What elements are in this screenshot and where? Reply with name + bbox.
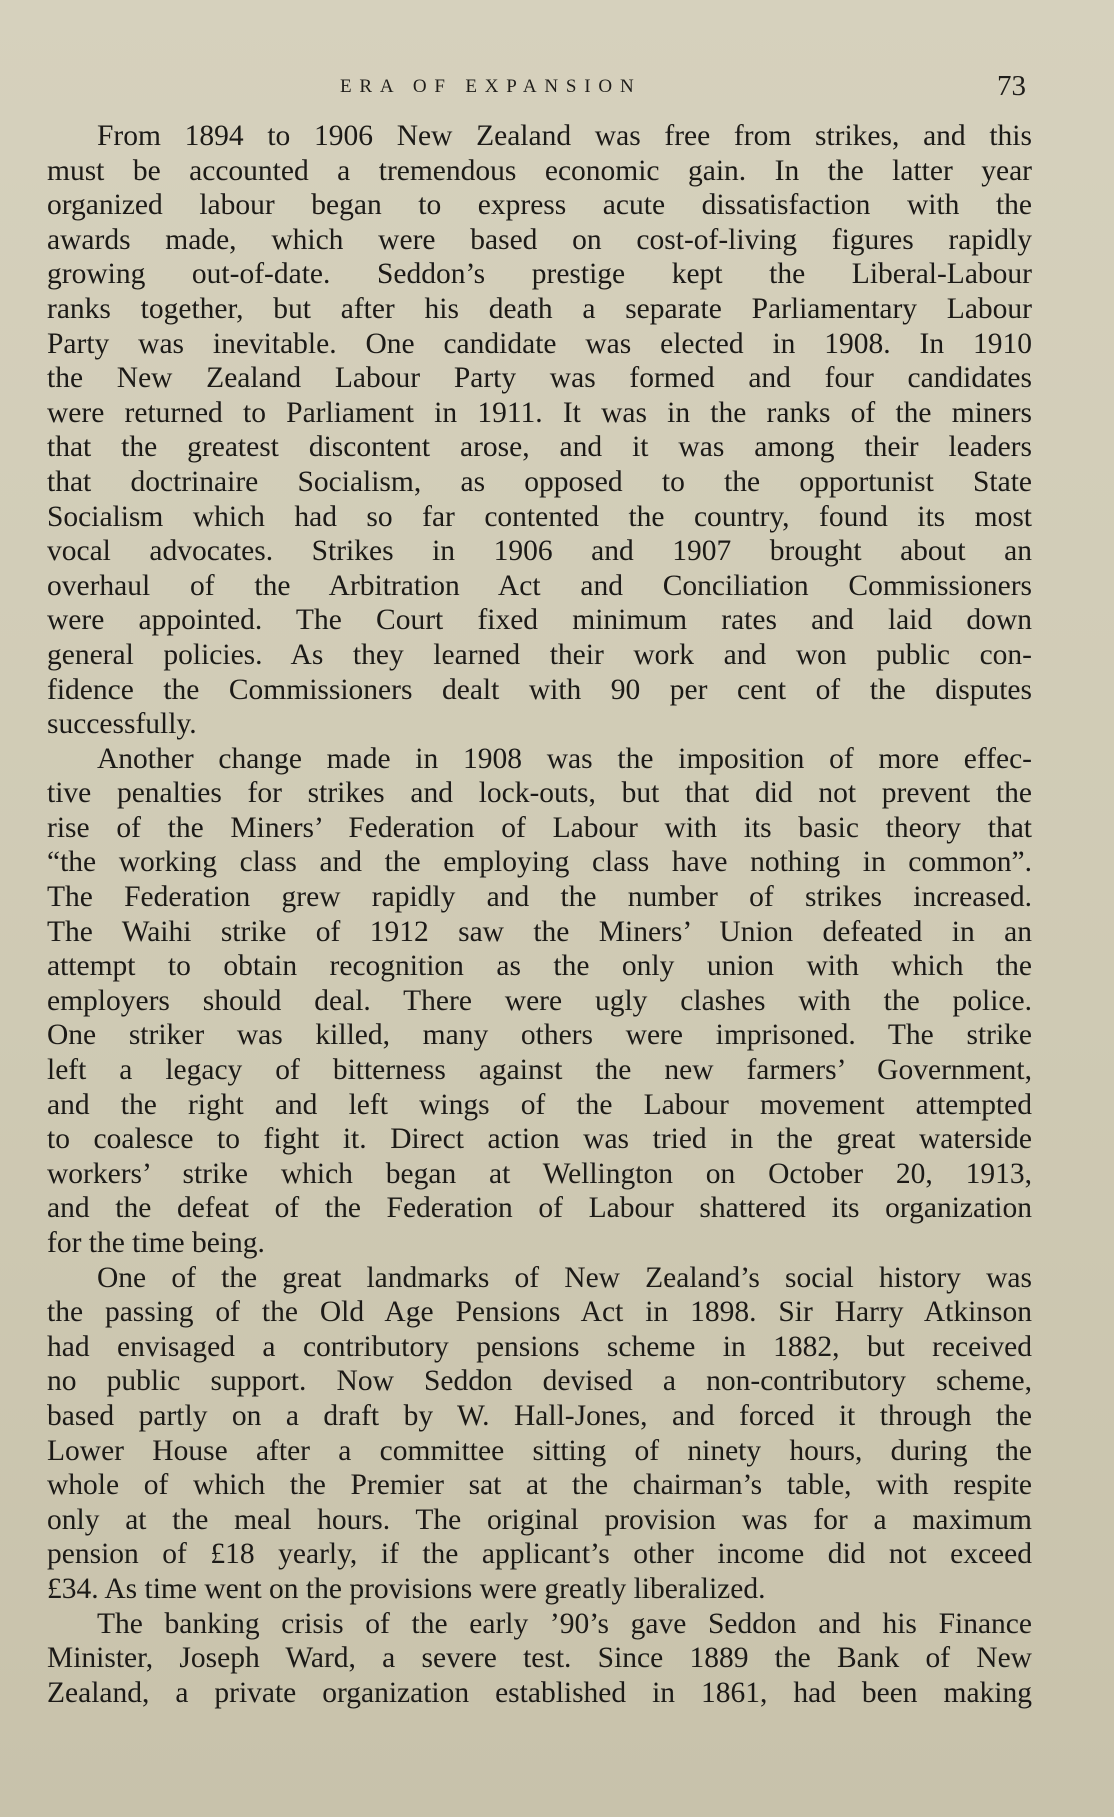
text-line: overhaul of the Arbitration Act and Conciliation Commissioners	[47, 569, 1032, 602]
text-line: £34. As time went on the provisions were greatly liberalized.	[47, 1572, 766, 1605]
text-line: One of the great landmarks of New Zealand’s social history was	[97, 1261, 1032, 1294]
text-line: that doctrinaire Socialism, as opposed to the opportunist State	[47, 465, 1032, 498]
text-line: workers’ strike which began at Wellington on October 20, 1913,	[47, 1157, 1032, 1190]
text-line: One striker was killed, many others were imprisoned. The strike	[47, 1019, 1032, 1052]
text-line: rise of the Miners’ Federation of Labour with its basic theory that	[47, 811, 1032, 844]
text-line: to coalesce to fight it. Direct action was tried in the great waterside	[47, 1123, 1032, 1156]
text-line: The banking crisis of the early ’90’s gave Seddon and his Finance	[97, 1607, 1032, 1640]
paragraph-2	[47, 742, 1032, 1261]
text-line: ranks together, but after his death a separate Parliamentary Labour	[47, 292, 1032, 325]
text-line: pension of £18 yearly, if the applicant’s other income did not exceed	[47, 1538, 1032, 1571]
text-line: The Federation grew rapidly and the number of strikes increased.	[47, 881, 1032, 914]
text-line: Zealand, a private organization established in 1861, had been making	[47, 1676, 1032, 1709]
text-line: had envisaged a contributory pensions scheme in 1882, but received	[47, 1330, 1032, 1363]
text-line: were returned to Parliament in 1911. It was in the ranks of the miners	[47, 396, 1032, 429]
text-line: and the right and left wings of the Labour movement attempted	[47, 1088, 1032, 1121]
text-line: and the defeat of the Federation of Labour shattered its organization	[47, 1192, 1032, 1225]
text-line: Socialism which had so far contented the country, found its most	[47, 500, 1032, 533]
text-line: were appointed. The Court fixed minimum rates and laid down	[47, 604, 1032, 637]
text-line: whole of which the Premier sat at the chairman’s table, with respite	[47, 1469, 1032, 1502]
text-line: organized labour began to express acute dissatisfaction with the	[47, 189, 1032, 222]
text-line: based partly on a draft by W. Hall-Jones, and forced it through the	[47, 1399, 1032, 1432]
text-line: From 1894 to 1906 New Zealand was free from strikes, and this	[97, 120, 1032, 152]
text-line: Another change made in 1908 was the imposition of more effec-	[97, 742, 1032, 775]
text-line: the New Zealand Labour Party was formed and four candidates	[47, 362, 1032, 395]
text-line: employers should deal. There were ugly clashes with the police.	[47, 984, 1032, 1017]
text-line: attempt to obtain recognition as the only union with which the	[47, 950, 1032, 983]
text-line: left a legacy of bitterness against the new farmers’ Government,	[47, 1054, 1032, 1087]
paragraph-4	[47, 1607, 1032, 1711]
running-title: ERA OF EXPANSION	[340, 76, 642, 97]
text-line: Lower House after a committee sitting of ninety hours, during the	[47, 1434, 1032, 1467]
text-line: for the time being.	[47, 1227, 265, 1259]
text-line: Minister, Joseph Ward, a severe test. Since 1889 the Bank of New	[47, 1642, 1032, 1675]
text-line: vocal advocates. Strikes in 1906 and 1907 brought about an	[47, 535, 1032, 568]
text-line: fidence the Commissioners dealt with 90 per cent of the disputes	[47, 673, 1032, 706]
text-line: Party was inevitable. One candidate was elected in 1908. In 1910	[47, 327, 1032, 360]
page-number: 73	[997, 70, 1026, 102]
paragraph-3	[47, 1261, 1032, 1607]
body-text	[47, 119, 1032, 1710]
text-line: the passing of the Old Age Pensions Act in 1898. Sir Harry Atkinson	[47, 1296, 1032, 1329]
text-line: “the working class and the employing class have nothing in common”.	[47, 846, 1032, 879]
text-line: successfully.	[47, 708, 197, 741]
text-line: that the greatest discontent arose, and it was among their leaders	[47, 431, 1032, 464]
text-line: general policies. As they learned their work and won public con-	[47, 638, 1032, 671]
text-line: awards made, which were based on cost-of-living figures rapidly	[47, 223, 1032, 256]
text-line: growing out-of-date. Seddon’s prestige kept the Liberal-Labour	[47, 258, 1032, 291]
text-line: tive penalties for strikes and lock-outs, but that did not prevent the	[47, 777, 1032, 810]
text-line: no public support. Now Seddon devised a non-contributory scheme,	[47, 1365, 1032, 1398]
running-head	[0, 70, 1114, 110]
text-line: must be accounted a tremendous economic gain. In the latter year	[47, 154, 1032, 187]
text-line: only at the meal hours. The original provision was for a maximum	[47, 1503, 1032, 1536]
text-line: The Waihi strike of 1912 saw the Miners’ Union defeated in an	[47, 915, 1032, 948]
paragraph-1	[47, 119, 1032, 742]
